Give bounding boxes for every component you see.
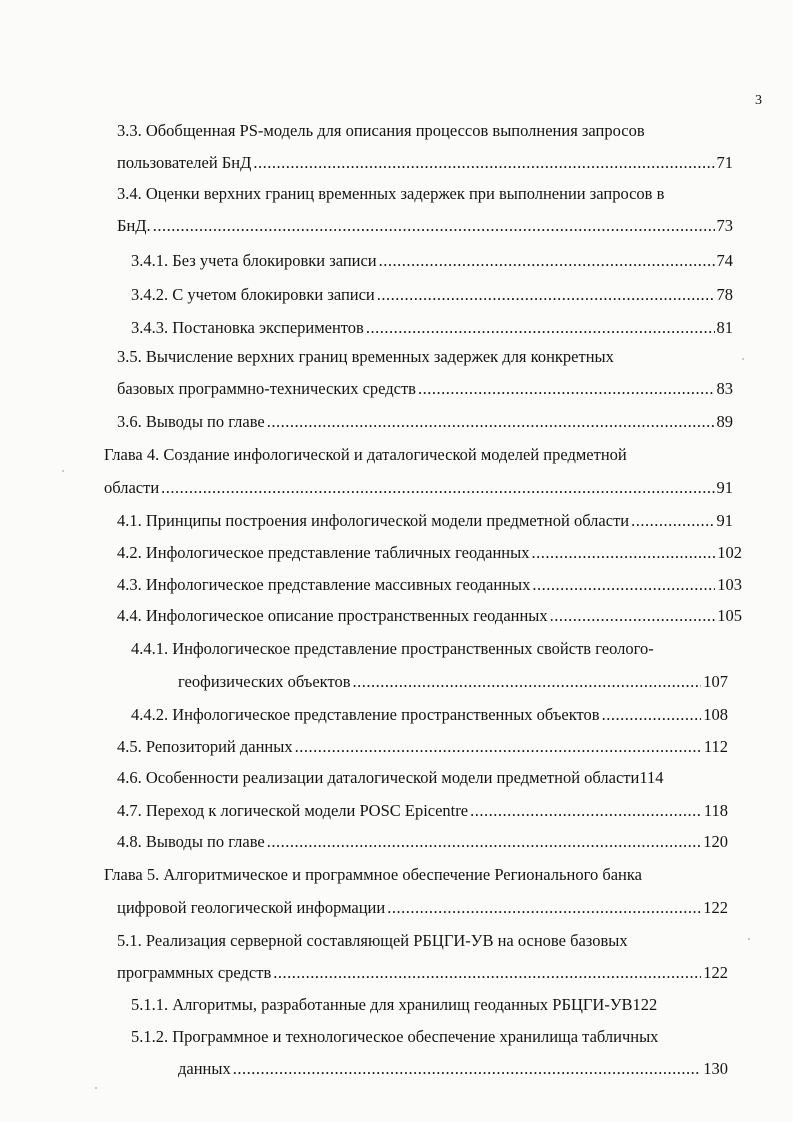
toc-entry-text: 3.4. Оценки верхних границ временных задержек при выполнении запросов в xyxy=(117,184,665,203)
toc-entry-page: 112 xyxy=(703,737,728,756)
toc-leader-dots xyxy=(153,215,715,237)
toc-entry-page: 91 xyxy=(716,511,733,530)
toc-entry-text: 4.2. Инфологическое представление табличных геоданных xyxy=(117,543,530,562)
toc-line[interactable] xyxy=(117,510,733,532)
toc-entry-text: 3.6. Выводы по главе xyxy=(117,412,265,431)
toc-entry-page: 103 xyxy=(717,575,742,594)
toc-line[interactable] xyxy=(131,250,733,272)
toc-entry-page: 71 xyxy=(716,153,733,172)
toc-leader-dots xyxy=(532,574,715,596)
toc-entry-page: 122 xyxy=(703,963,728,982)
toc-leader-dots xyxy=(418,378,715,400)
toc-line[interactable] xyxy=(117,831,728,853)
scan-speck xyxy=(62,470,64,472)
toc-line[interactable] xyxy=(117,736,728,758)
toc-line[interactable] xyxy=(104,477,733,499)
toc-entry-text: 3.4.1. Без учета блокировки записи xyxy=(131,251,377,270)
scan-speck xyxy=(742,358,744,360)
toc-line[interactable] xyxy=(117,411,733,433)
toc-entry-text: 4.7. Переход к логической модели POSC Epicentre xyxy=(117,801,469,820)
toc-line xyxy=(131,1026,741,1048)
toc-line[interactable] xyxy=(178,671,728,693)
scan-speck xyxy=(748,938,750,940)
toc-line xyxy=(117,183,747,205)
toc-line xyxy=(104,864,734,886)
toc-entry-text: 4.3. Инфологическое представление массивных геоданных xyxy=(117,575,531,594)
toc-entry-text: 4.4. Инфологическое описание пространственных геоданных xyxy=(117,606,548,625)
toc-line[interactable] xyxy=(117,962,728,984)
toc-leader-dots xyxy=(267,831,702,853)
toc-line xyxy=(117,930,737,952)
toc-line[interactable] xyxy=(117,152,733,174)
toc-line[interactable] xyxy=(131,704,728,726)
page-number: 3 xyxy=(755,93,762,108)
toc-line[interactable] xyxy=(131,994,737,1016)
toc-entry-page: 91 xyxy=(716,478,733,497)
toc-line xyxy=(117,346,737,368)
toc-entry-text: данных xyxy=(178,1059,231,1078)
toc-leader-dots xyxy=(295,736,702,758)
toc-entry-text: 3.3. Обобщенная PS-модель для описания процессов выполнения запросов xyxy=(117,121,645,140)
toc-entry-text: области xyxy=(104,478,160,497)
toc-entry-text: 4.4.2. Инфологическое представление пространственных объектов xyxy=(131,705,600,724)
toc-line[interactable] xyxy=(117,767,769,789)
toc-entry-text: 3.4.3. Постановка экспериментов xyxy=(131,318,364,337)
toc-entry-text: 5.1.2. Программное и технологическое обеспечение хранилища табличных xyxy=(131,1027,659,1046)
toc-entry-text: 5.1.1. Алгоритмы, разработанные для хранилищ геоданных РБЦГИ-УВ xyxy=(131,995,633,1014)
toc-line xyxy=(117,120,737,142)
toc-leader-dots xyxy=(353,671,702,693)
toc-entry-text: цифровой геологической информации xyxy=(117,898,386,917)
toc-entry-text: программных средств xyxy=(117,963,272,982)
toc-entry-page: 114 xyxy=(639,768,664,787)
toc-line[interactable] xyxy=(131,284,733,306)
toc-line[interactable] xyxy=(117,378,733,400)
toc-entry-page: 118 xyxy=(703,801,728,820)
toc-leader-dots xyxy=(273,962,701,984)
toc-entry-text: 3.5. Вычисление верхних границ временных задержек для конкретных xyxy=(117,347,614,366)
toc-line[interactable] xyxy=(117,605,742,627)
toc-line[interactable] xyxy=(117,800,728,822)
toc-line xyxy=(131,638,741,660)
toc-entry-text: 5.1. Реализация серверной составляющей РБЦГИ-УВ на основе базовых xyxy=(117,931,628,950)
toc-leader-dots xyxy=(253,152,714,174)
toc-entry-page: 108 xyxy=(703,705,728,724)
toc-entry-text: 3.4.2. С учетом блокировки записи xyxy=(131,285,375,304)
toc-entry-page: 73 xyxy=(716,216,733,235)
toc-entry-page: 122 xyxy=(703,898,728,917)
toc-entry-page: 89 xyxy=(716,412,733,431)
toc-entry-page: 102 xyxy=(717,543,742,562)
toc-entry-page: 120 xyxy=(703,832,728,851)
toc-leader-dots xyxy=(379,250,715,272)
toc-entry-text: базовых программно-технических средств xyxy=(117,379,416,398)
scan-speck xyxy=(95,1087,97,1089)
toc-leader-dots xyxy=(550,605,716,627)
toc-leader-dots xyxy=(602,704,702,726)
toc-line[interactable] xyxy=(117,574,742,596)
toc-entry-text: 4.1. Принципы построения инфологической модели предметной области xyxy=(117,511,630,530)
toc-line[interactable] xyxy=(131,317,733,339)
toc-entry-page: 81 xyxy=(716,318,733,337)
toc-entry-text: БнД. xyxy=(117,216,151,235)
toc-leader-dots xyxy=(366,317,715,339)
toc-entry-page: 122 xyxy=(632,995,658,1014)
toc-leader-dots xyxy=(531,542,715,564)
toc-entry-text: 4.8. Выводы по главе xyxy=(117,832,265,851)
toc-entry-text: 4.5. Репозиторий данных xyxy=(117,737,293,756)
toc-entry-text: 4.6. Особенности реализации даталогической модели предметной области xyxy=(117,768,640,787)
toc-entry-text: Глава 4. Создание инфологической и даталогической моделей предметной xyxy=(104,445,627,464)
toc-leader-dots xyxy=(387,897,701,919)
toc-line[interactable] xyxy=(117,215,733,237)
toc-entry-page: 74 xyxy=(716,251,733,270)
toc-leader-dots xyxy=(267,411,715,433)
toc-leader-dots xyxy=(631,510,714,532)
toc-leader-dots xyxy=(470,800,702,822)
toc-entry-text: 4.4.1. Инфологическое представление пространственных свойств геолого- xyxy=(131,639,654,658)
toc-line[interactable] xyxy=(117,542,742,564)
toc-entry-text: пользователей БнД xyxy=(117,153,252,172)
toc-entry-page: 105 xyxy=(717,606,742,625)
toc-line[interactable] xyxy=(178,1058,728,1080)
toc-entry-page: 78 xyxy=(716,285,733,304)
toc-entry-text: Глава 5. Алгоритмическое и программное обеспечение Регионального банка xyxy=(104,865,642,884)
toc-entry-page: 83 xyxy=(716,379,733,398)
toc-line xyxy=(104,444,734,466)
toc-leader-dots xyxy=(233,1058,702,1080)
toc-leader-dots xyxy=(377,284,715,306)
toc-entry-text: геофизических объектов xyxy=(178,672,351,691)
toc-leader-dots xyxy=(161,477,714,499)
toc-entry-page: 130 xyxy=(703,1059,728,1078)
toc-entry-page: 107 xyxy=(703,672,728,691)
toc-line[interactable] xyxy=(117,897,728,919)
